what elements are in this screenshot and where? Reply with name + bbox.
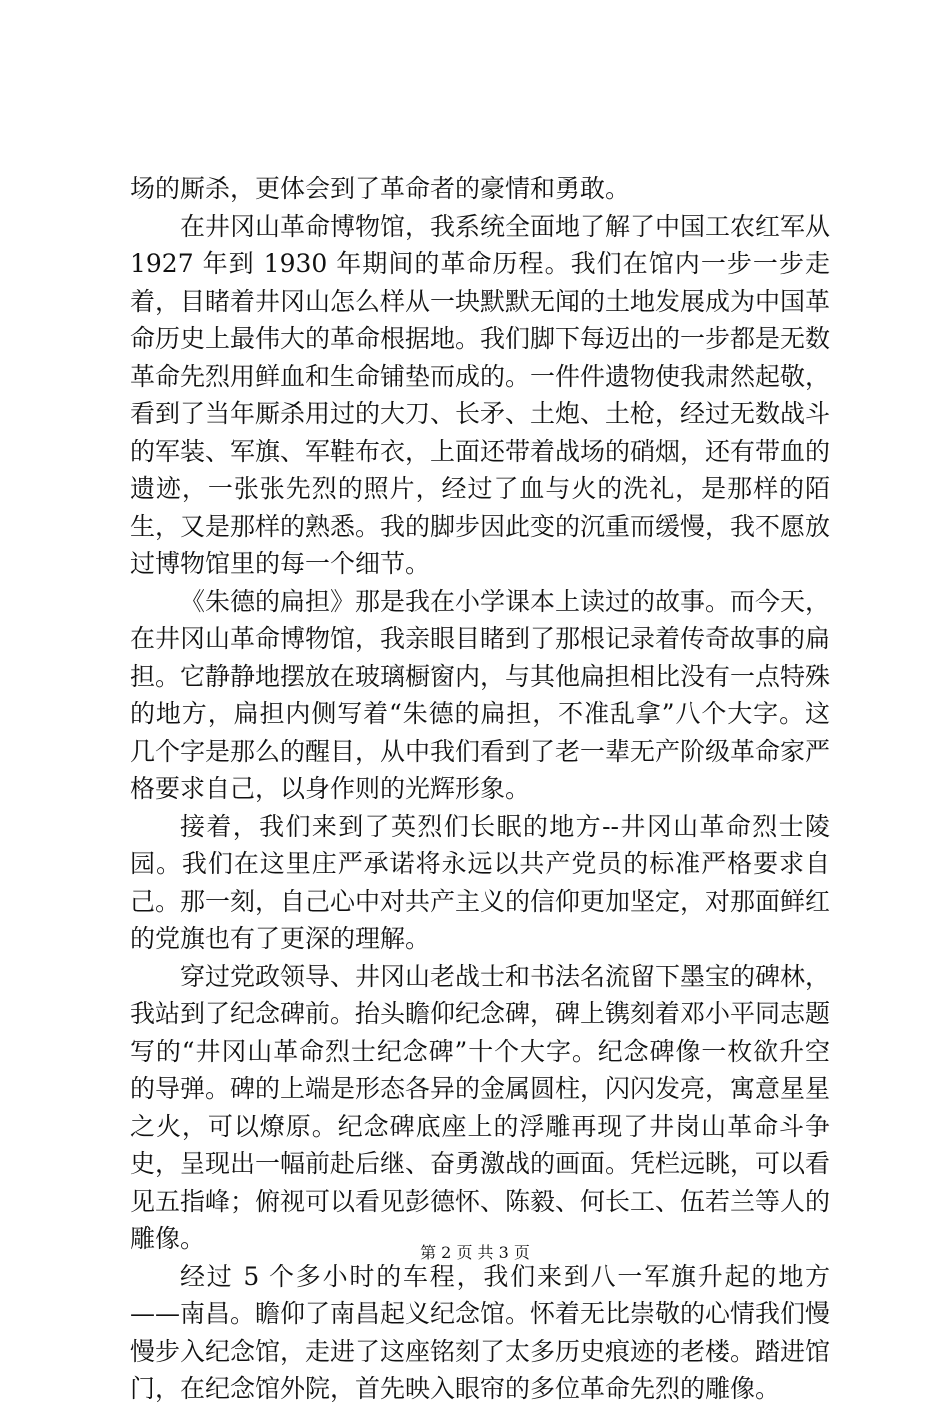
paragraph-nanchang: 经过 5 个多小时的车程，我们来到八一军旗升起的地方——南昌。瞻仰了南昌起义纪念馆。怀着无比崇敬的心情我们慢慢步入纪念馆，走进了这座铭刻了太多历史痕迹的老楼。踏进馆门，在纪念馆外院，首先映入眼帘的多位革命先烈的雕像。 [130, 1261, 831, 1403]
paragraph-zhude-carrying-pole: 《朱德的扁担》那是我在小学课本上读过的故事。而今天，在井冈山革命博物馆，我亲眼目睹到了那根记录着传奇故事的扁担。它静静地摆放在玻璃橱窗内，与其他扁担相比没有一点特殊的地方，扁担内侧写着“朱德的扁担，不准乱拿”八个大字。这几个字是那么的醒目，从中我们看到了老一辈无产阶级革命家严格要求自己，以身作则的光辉形象。 [130, 586, 831, 803]
paragraph-monument: 穿过党政领导、井冈山老战士和书法名流留下墨宝的碑林，我站到了纪念碑前。抬头瞻仰纪念碑，碑上镌刻着邓小平同志题写的“井冈山革命烈士纪念碑”十个大字。纪念碑像一枚欲升空的导弹。碑的上端是形态各异的金属圆柱，闪闪发亮，寓意星星之火，可以燎原。纪念碑底座上的浮雕再现了井岗山革命斗争史，呈现出一幅前赴后继、奋勇激战的画面。凭栏远眺，可以看见五指峰；俯视可以看见彭德怀、陈毅、何长工、伍若兰等人的雕像。 [130, 961, 831, 1253]
paragraph-museum: 在井冈山革命博物馆，我系统全面地了解了中国工农红军从 1927 年到 1930 年期间的革命历程。我们在馆内一步一步走着，目睹着井冈山怎么样从一块默默无闻的土地发展成为中国革命历史上最伟大的革命根据地。我们脚下每迈出的一步都是无数革命先烈用鲜血和生命铺垫而成的。一件件遗物使我肃然起敬，看到了当年厮杀用过的大刀、长矛、土炮、土枪，经过无数战斗的军装、军旗、军鞋布衣，上面还带着战场的硝烟，还有带血的遗迹，一张张先烈的照片，经过了血与火的洗礼，是那样的陌生，又是那样的熟悉。我的脚步因此变的沉重而缓慢，我不愿放过博物馆里的每一个细节。 [130, 211, 831, 578]
paragraph-continuation: 场的厮杀，更体会到了革命者的豪情和勇敢。 [130, 174, 631, 203]
paragraph-cemetery: 接着，我们来到了英烈们长眠的地方--井冈山革命烈士陵园。我们在这里庄严承诺将永远以共产党员的标准严格要求自己。那一刻，自己心中对共产主义的信仰更加坚定，对那面鲜红的党旗也有了更深的理解。 [130, 811, 831, 953]
document-body [130, 170, 830, 1408]
page-footer: 第 2 页 共 3 页 [420, 1243, 530, 1262]
